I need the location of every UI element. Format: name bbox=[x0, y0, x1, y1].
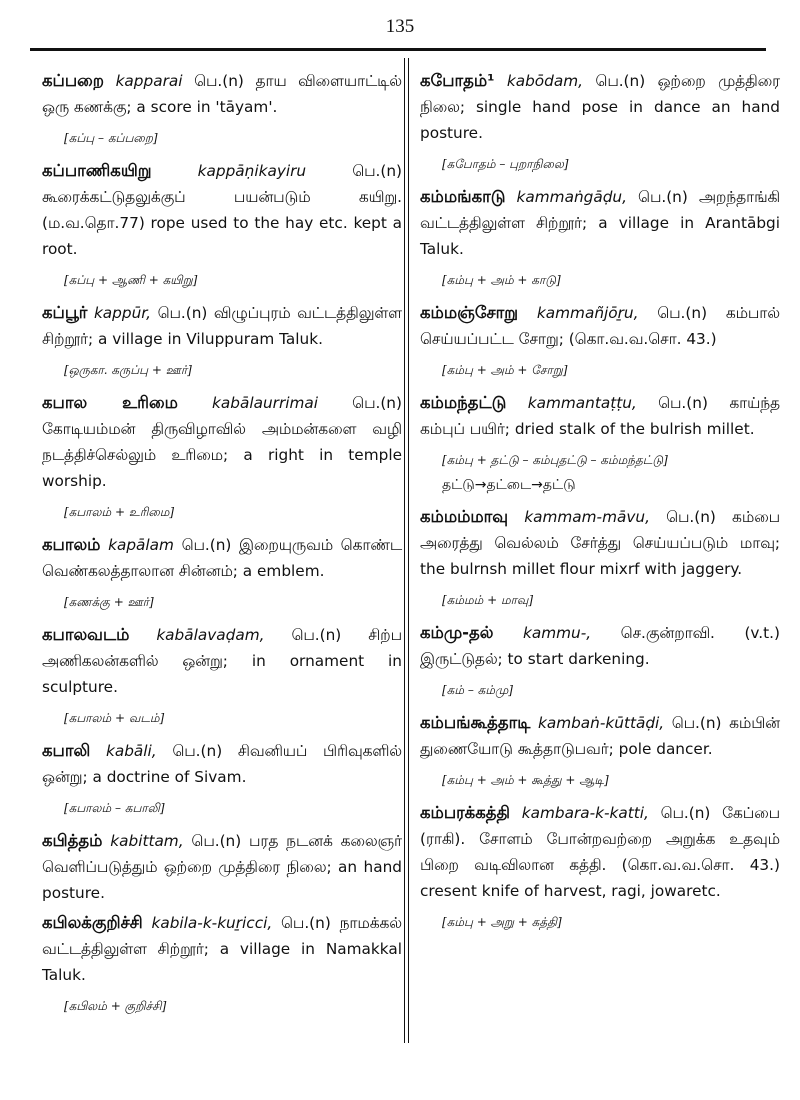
entry-body bbox=[420, 68, 780, 146]
entry-body bbox=[42, 910, 402, 988]
entry-headword: கபால உரிமை bbox=[42, 393, 178, 412]
entry-etymology: [கபாலம் + உரிமை] bbox=[64, 505, 175, 519]
right-column bbox=[420, 68, 780, 942]
entry-etymology: [கபிலம் + குறிச்சி] bbox=[64, 999, 167, 1013]
entry-transliteration: kabittam, bbox=[110, 832, 184, 850]
entry-transliteration: kammañjōṟu, bbox=[536, 304, 639, 322]
dictionary-entry bbox=[42, 68, 402, 148]
column-divider bbox=[404, 58, 409, 1043]
entry-headword: கம்பங்கூத்தாடி bbox=[420, 713, 531, 732]
entry-headword: கம்மம்மாவு bbox=[420, 507, 509, 526]
entry-transliteration: kapālam bbox=[108, 536, 174, 554]
entry-definition: பெ.(n) தாய விளையாட்டில் ஒரு கணக்கு; a score in 'tāyam'. bbox=[42, 72, 402, 116]
entry-definition: பெ.(n) ஒற்றை முத்திரை நிலை; single hand pose in dance an hand posture. bbox=[420, 72, 780, 142]
entry-etymology: [கம்பு + அம் + சோறு] bbox=[442, 363, 568, 377]
dictionary-entry bbox=[42, 300, 402, 380]
entry-body bbox=[42, 300, 402, 352]
entry-transliteration: kambara-k-katti, bbox=[521, 804, 649, 822]
header-rule bbox=[30, 48, 766, 51]
dictionary-entry bbox=[42, 532, 402, 612]
entry-definition: பெ.(n) சிற்ப அணிகலன்களில் ஒன்று; in ornament in sculpture. bbox=[42, 626, 402, 696]
entry-transliteration: kappūr, bbox=[93, 304, 152, 322]
entry-body bbox=[42, 622, 402, 700]
entry-etymology-derivation: தட்டு→தட்டை→தட்டு bbox=[442, 477, 576, 493]
entry-headword: கம்மு-தல் bbox=[420, 623, 494, 642]
entry-transliteration: kabāli, bbox=[105, 742, 157, 760]
entry-etymology: [கப்பு + ஆணி + கயிறு] bbox=[64, 273, 198, 287]
entry-definition: பெ.(n) இறையுருவம் கொண்ட வெண்கலத்தாலான சின்னம்; a emblem. bbox=[42, 536, 402, 580]
entry-definition: பெ.(n) கம்பால் செய்யப்பட்ட சோறு; (கொ.வ.வ.சொ. 43.) bbox=[420, 304, 780, 348]
entry-definition: பெ.(n) நாமக்கல் வட்டத்திலுள்ள சிற்றூர்; a village in Namakkal Taluk. bbox=[42, 914, 402, 984]
dictionary-entry bbox=[42, 910, 402, 1016]
entry-transliteration: kappāṇikayiru bbox=[197, 162, 307, 180]
entry-etymology: [கம்மம் + மாவு] bbox=[442, 593, 534, 607]
dictionary-entry bbox=[420, 504, 780, 610]
entry-body bbox=[42, 390, 402, 494]
dictionary-entry bbox=[420, 620, 780, 700]
entry-etymology: [கப்பு – கப்பறை] bbox=[64, 131, 158, 145]
entry-definition: பெ.(n) கோடியம்மன் திருவிழாவில் அம்மன்களை வழி நடத்திச்செல்லும் உரிமை; a right in temple worship. bbox=[42, 394, 402, 490]
dictionary-entry bbox=[420, 710, 780, 790]
dictionary-entry bbox=[42, 622, 402, 728]
entry-headword: கம்பரக்கத்தி bbox=[420, 803, 511, 822]
left-column bbox=[42, 68, 402, 1026]
dictionary-entry bbox=[42, 390, 402, 522]
entry-headword: கப்பூர் bbox=[42, 303, 88, 322]
dictionary-entry bbox=[420, 68, 780, 174]
entry-headword: கபாலி bbox=[42, 741, 91, 760]
entry-body bbox=[42, 68, 402, 120]
page-number: 135 bbox=[385, 16, 415, 37]
entry-etymology: [கபாலம் – கபாலி] bbox=[64, 801, 165, 815]
entry-etymology: [கபாலம் + வடம்] bbox=[64, 711, 165, 725]
entry-headword: கபித்தம் bbox=[42, 831, 103, 850]
entry-definition: பெ.(n) சிவனியப் பிரிவுகளில் ஒன்று; a doctrine of Sivam. bbox=[42, 742, 402, 786]
dictionary-entry bbox=[42, 738, 402, 818]
entry-body bbox=[420, 184, 780, 262]
entry-definition: பெ.(n) கம்பின் துணையோடு கூத்தாடுபவர்; pole dancer. bbox=[420, 714, 780, 758]
entry-transliteration: kammu-, bbox=[523, 624, 592, 642]
entry-definition: பெ.(n) கேப்பை (ராகி). சோளம் போன்றவற்றை அறுக்க உதவும் பிறை வடிவிலான கத்தி. (கொ.வ.வ.சொ. 43.) cresent knife of harvest, ragi, jowaretc. bbox=[420, 804, 780, 900]
entry-etymology: [கம்பு + அம் + கூத்து + ஆடி] bbox=[442, 773, 609, 787]
entry-definition: பெ.(n) பரத நடனக் கலைஞர் வெளிப்படுத்தும் ஒற்றை முத்திரை நிலை; an hand posture. bbox=[42, 832, 402, 902]
entry-headword: கம்மஞ்சோறு bbox=[420, 303, 519, 322]
entry-transliteration: kabila-k-kuṟicci, bbox=[151, 914, 273, 932]
entry-body bbox=[42, 828, 402, 906]
entry-body bbox=[420, 710, 780, 762]
entry-transliteration: kambaṅ-kūttāḍi, bbox=[537, 714, 665, 732]
entry-etymology: [கபோதம் – புறாநிலை] bbox=[442, 157, 569, 171]
entry-definition: செ.குன்றாவி. (v.t.) இருட்டுதல்; to start darkening. bbox=[420, 624, 780, 668]
dictionary-entry bbox=[420, 800, 780, 932]
entry-body bbox=[42, 532, 402, 584]
entry-headword: கபோதம்¹ bbox=[420, 71, 495, 90]
dictionary-entry bbox=[420, 300, 780, 380]
entry-body bbox=[420, 300, 780, 352]
entry-body bbox=[420, 620, 780, 672]
entry-transliteration: kammam-māvu, bbox=[524, 508, 650, 526]
entry-headword: கபிலக்குறிச்சி bbox=[42, 913, 143, 932]
entry-headword: கபாலம் bbox=[42, 535, 101, 554]
entry-etymology: [கம்பு + அம் + காடு] bbox=[442, 273, 561, 287]
entry-etymology: [கம் – கம்மு] bbox=[442, 683, 513, 697]
entry-body bbox=[420, 800, 780, 904]
dictionary-entry bbox=[42, 828, 402, 906]
entry-headword: கப்பறை bbox=[42, 71, 104, 90]
entry-transliteration: kabōdam, bbox=[506, 72, 583, 90]
entry-headword: கப்பாணிகயிறு bbox=[42, 161, 152, 180]
entry-body bbox=[420, 504, 780, 582]
entry-definition: பெ.(n) விழுப்புரம் வட்டத்திலுள்ள சிற்றூர்; a village in Viluppuram Taluk. bbox=[42, 304, 402, 348]
entry-body bbox=[42, 158, 402, 262]
dictionary-entry bbox=[420, 184, 780, 290]
entry-etymology: [கம்பு + அறு + கத்தி] bbox=[442, 915, 562, 929]
entry-transliteration: kapparai bbox=[115, 72, 183, 90]
entry-etymology: [ஒருகா. கருப்பு + ஊர்] bbox=[64, 363, 192, 377]
entry-body bbox=[420, 390, 780, 442]
entry-headword: கம்மந்தட்டு bbox=[420, 393, 507, 412]
entry-body bbox=[42, 738, 402, 790]
entry-headword: கம்மங்காடு bbox=[420, 187, 506, 206]
entry-transliteration: kabālavaḍam, bbox=[156, 626, 265, 644]
entry-transliteration: kammantaṭṭu, bbox=[527, 394, 637, 412]
entry-headword: கபாலவடம் bbox=[42, 625, 130, 644]
entry-etymology: [கணக்கு + ஊர்] bbox=[64, 595, 154, 609]
entry-definition: பெ.(n) கம்பை அரைத்து வெல்லம் சேர்த்து செய்யப்படும் மாவு; the bulrnsh millet flour mixrf with jaggery. bbox=[420, 508, 780, 578]
entry-etymology: [கம்பு + தட்டு – கம்புதட்டு – கம்மந்தட்டு] bbox=[442, 453, 668, 467]
dictionary-entry bbox=[420, 390, 780, 496]
entry-definition: பெ.(n) கூரைக்கட்டுதலுக்குப் பயன்படும் கயிறு. (ம.வ.தொ.77) rope used to the hay etc. kept a root. bbox=[42, 162, 402, 258]
entry-transliteration: kammaṅgāḍu, bbox=[516, 188, 627, 206]
entry-definition: பெ.(n) காய்ந்த கம்புப் பயிர்; dried stalk of the bulrish millet. bbox=[420, 394, 780, 438]
entry-definition: பெ.(n) அறந்தாங்கி வட்டத்திலுள்ள சிற்றூர்; a village in Arantābgi Taluk. bbox=[420, 188, 780, 258]
entry-transliteration: kabālaurrimai bbox=[212, 394, 319, 412]
dictionary-entry bbox=[42, 158, 402, 290]
